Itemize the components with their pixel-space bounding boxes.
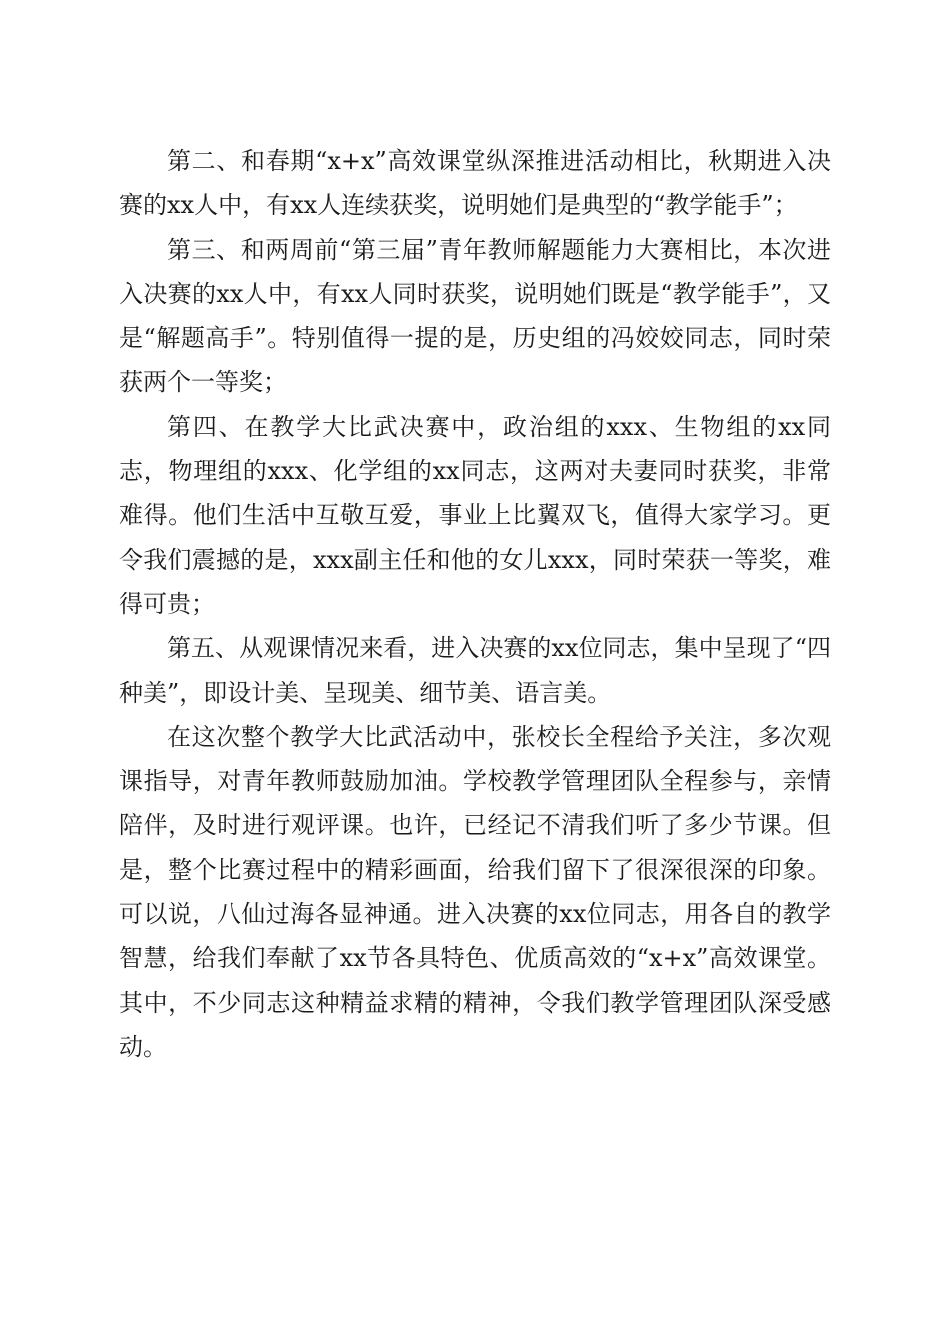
paragraph-summary: 在这次整个教学大比武活动中，张校长全程给予关注，多次观课指导，对青年教师鼓励加油。学校教学管理团队全程参与，亲情陪伴，及时进行观评课。也许，已经记不清我们听了多少节课。但是，整个比赛过程中的精彩画面，给我们留下了很深很深的印象。可以说，八仙过海各显神通。进入决赛的xx位同志，用各自的教学智慧，给我们奉献了xx节各具特色、优质高效的“x+x”高效课堂。其中，不少同志这种精益求精的精神，令我们教学管理团队深受感动。: [119, 722, 831, 1061]
paragraph-fourth-point: 第四、在教学大比武决赛中，政治组的xxx、生物组的xx同志，物理组的xxx、化学组的xx同志，这两对夫妻同时获奖，非常难得。他们生活中互敬互爱，事业上比翼双飞，值得大家学习。更令我们震撼的是，xxx副主任和他的女儿xxx，同时荣获一等奖，难得可贵；: [119, 412, 831, 618]
document-body: [119, 139, 831, 1069]
paragraph-second-point: 第二、和春期“x+x”高效课堂纵深推进活动相比，秋期进入决赛的xx人中，有xx人连续获奖，说明她们是典型的“教学能手”；: [119, 147, 831, 220]
paragraph-fifth-point: 第五、从观课情况来看，进入决赛的xx位同志，集中呈现了“四种美”，即设计美、呈现美、细节美、语言美。: [119, 634, 831, 707]
paragraph-third-point: 第三、和两周前“第三届”青年教师解题能力大赛相比，本次进入决赛的xx人中，有xx人同时获奖，说明她们既是“教学能手”，又是“解题高手”。特别值得一提的是，历史组的冯姣姣同志，同时荣获两个一等奖；: [119, 235, 831, 397]
